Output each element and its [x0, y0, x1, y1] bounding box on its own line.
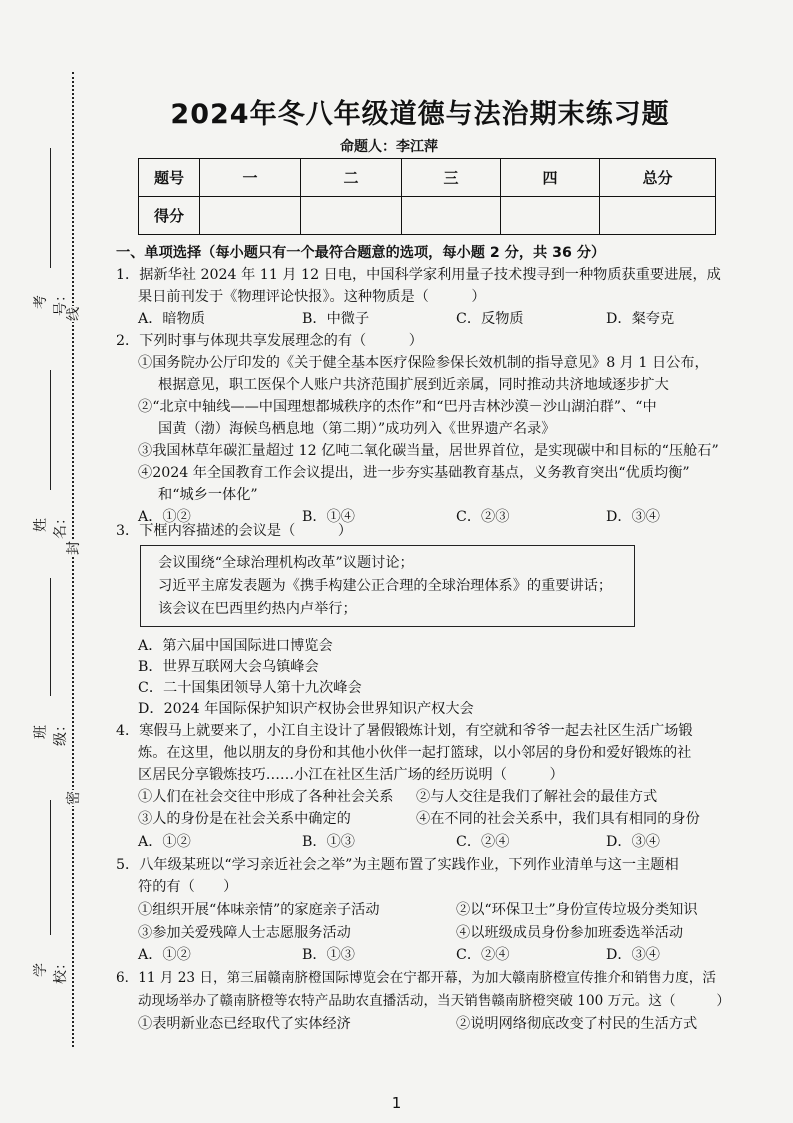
question-2-line-8: 和“城乡一体化”: [158, 487, 258, 503]
question-6-statement-1: ①表明新业态已经取代了实体经济: [138, 1016, 351, 1032]
question-3-option-a[interactable]: A．第六届中国国际进口博览会: [138, 638, 333, 654]
exam-number-line[interactable]: [50, 148, 51, 268]
section-heading: 一、单项选择（每小题只有一个最符合题意的选项，每小题 2 分，共 36 分）: [116, 245, 606, 261]
score-cell: 四: [501, 159, 600, 197]
question-4-option-b[interactable]: B．①③: [302, 834, 355, 850]
school-line[interactable]: [50, 800, 51, 935]
binding-dotted-line: [72, 72, 74, 1047]
question-4-option-c[interactable]: C．②④: [456, 834, 510, 850]
score-cell: 一: [200, 159, 301, 197]
score-input-cell[interactable]: [200, 197, 301, 235]
question-4-line-1: 4．寒假马上就要来了，小江自主设计了暑假锻炼计划，有空就和爷爷一起去社区生活广场锻: [116, 723, 693, 739]
question-4-option-a[interactable]: A．①②: [138, 834, 191, 850]
question-5-statement-2: ②以“环保卫士”身份宣传垃圾分类知识: [456, 902, 698, 918]
seal-char-line: 线: [66, 307, 82, 321]
question-1-option-b[interactable]: B．中微子: [302, 311, 370, 327]
score-table-header-row: [139, 159, 716, 197]
seal-char-seal: 封: [66, 541, 82, 555]
question-2-line-5: 国黄（渤）海候鸟栖息地（第二期）”成功列入《世界遗产名录》: [158, 421, 556, 437]
question-5-statement-1: ①组织开展“体味亲情”的家庭亲子活动: [138, 902, 380, 918]
question-3-box-line-2: 习近平主席发表题为《携手构建公正合理的全球治理体系》的重要讲话；: [158, 578, 613, 594]
seal-char-secret: 密: [66, 791, 82, 805]
question-2-line-7: ④2024 年全国教育工作会议提出，进一步夯实基础教育基点，义务教育突出“优质均衡”: [138, 465, 690, 481]
score-input-cell[interactable]: [501, 197, 600, 235]
question-2-line-2: ①国务院办公厅印发的《关于健全基本医疗保险参保长效机制的指导意见》8 月 1 日公布，: [138, 355, 709, 371]
question-3-box-line-1: 会议围绕“全球治理机构改革”议题讨论；: [158, 555, 414, 571]
question-2-option-a[interactable]: A．①②: [138, 509, 191, 525]
question-6-line-2: 动现场举办了赣南脐橙等农特产品助农直播活动，当天销售赣南脐橙突破 100 万元。这（ ）: [138, 993, 730, 1009]
score-cell: 得分: [139, 197, 200, 235]
class-line[interactable]: [50, 578, 51, 696]
name-label: 姓名：: [33, 511, 69, 539]
score-table-score-row: [139, 197, 716, 235]
question-5-option-b[interactable]: B．①③: [302, 947, 355, 963]
question-4-statement-4: ④在不同的社会关系中，我们具有相同的身份: [416, 811, 700, 827]
question-1-line-1: 1．据新华社 2024 年 11 月 12 日电，中国科学家利用量子技术搜寻到一种物质获重要进展，成: [116, 267, 721, 283]
question-3-box-line-3: 该会议在巴西里约热内卢举行；: [158, 601, 357, 617]
question-1-line-2: 果日前刊发于《物理评论快报》。这种物质是（ ）: [138, 289, 486, 305]
class-label: 班级：: [33, 718, 69, 746]
question-5-line-1: 5．八年级某班以“学习亲近社会之举”为主题布置了实践作业，下列作业清单与这一主题相: [116, 857, 679, 873]
score-input-cell[interactable]: [600, 197, 716, 235]
question-3-option-d[interactable]: D．2024 年国际保护知识产权协会世界知识产权大会: [138, 701, 474, 717]
question-4-statement-2: ②与人交往是我们了解社会的最佳方式: [416, 789, 658, 805]
question-2-option-b[interactable]: B．①④: [302, 509, 355, 525]
page-number: 1: [391, 1094, 402, 1112]
question-2-option-d[interactable]: D．③④: [606, 509, 660, 525]
question-6-statement-2: ②说明网络彻底改变了村民的生活方式: [456, 1016, 698, 1032]
score-cell: 总分: [600, 159, 716, 197]
question-5-option-d[interactable]: D．③④: [606, 947, 660, 963]
question-2-option-c[interactable]: C．②③: [456, 509, 510, 525]
score-cell: 三: [402, 159, 501, 197]
question-3-option-c[interactable]: C．二十国集团领导人第十九次峰会: [138, 680, 362, 696]
question-2-line-4: ②“北京中轴线——中国理想都城秩序的杰作”和“巴丹吉林沙漠－沙山湖泊群”、“中: [138, 399, 657, 415]
question-3-option-b[interactable]: B．世界互联网大会乌镇峰会: [138, 659, 319, 675]
question-6-line-1: 6．11 月 23 日，第三届赣南脐橙国际博览会在宁都开幕，为加大赣南脐橙宣传推介和销售力度，活: [116, 970, 716, 986]
question-4-option-d[interactable]: D．③④: [606, 834, 660, 850]
question-2-line-6: ③我国林草年碳汇量超过 12 亿吨二氧化碳当量，居世界首位，是实现碳中和目标的“压舱石”: [138, 443, 719, 459]
score-table: [138, 158, 716, 235]
name-line[interactable]: [50, 370, 51, 490]
score-cell: 题号: [139, 159, 200, 197]
question-5-option-a[interactable]: A．①②: [138, 947, 191, 963]
score-cell: 二: [301, 159, 402, 197]
score-input-cell[interactable]: [301, 197, 402, 235]
question-2-line-1: 2．下列时事与体现共享发展理念的有（ ）: [116, 333, 423, 349]
question-5-line-2: 符的有（ ）: [138, 879, 238, 895]
exam-number-label: 考号：: [33, 288, 69, 316]
question-2-line-3: 根据意见，职工医保个人账户共济范围扩展到近亲属，同时推动共济地域逐步扩大: [158, 377, 669, 393]
author-line: 命题人：李江萍: [340, 139, 438, 155]
question-5-statement-4: ④以班级成员身份参加班委选举活动: [456, 925, 684, 941]
question-5-option-c[interactable]: C．②④: [456, 947, 510, 963]
page-title: 2024年冬八年级道德与法治期末练习题: [170, 99, 670, 130]
question-1-option-c[interactable]: C．反物质: [456, 311, 524, 327]
score-input-cell[interactable]: [402, 197, 501, 235]
question-1-option-d[interactable]: D．粲夸克: [606, 311, 675, 327]
question-5-statement-3: ③参加关爱残障人士志愿服务活动: [138, 925, 351, 941]
question-3-line-1: 3．下框内容描述的会议是（ ）: [116, 523, 353, 539]
question-4-line-2: 炼。在这里，他以朋友的身份和其他小伙伴一起打篮球，以小邻居的身份和爱好锻炼的社: [138, 745, 692, 761]
question-4-statement-1: ①人们在社会交往中形成了各种社会关系: [138, 789, 394, 805]
question-4-statement-3: ③人的身份是在社会关系中确定的: [138, 811, 351, 827]
school-label: 学校：: [33, 956, 69, 984]
question-4-line-3: 区居民分享锻炼技巧……小江在社区生活广场的经历说明（ ）: [138, 767, 564, 783]
question-1-option-a[interactable]: A．暗物质: [138, 311, 205, 327]
